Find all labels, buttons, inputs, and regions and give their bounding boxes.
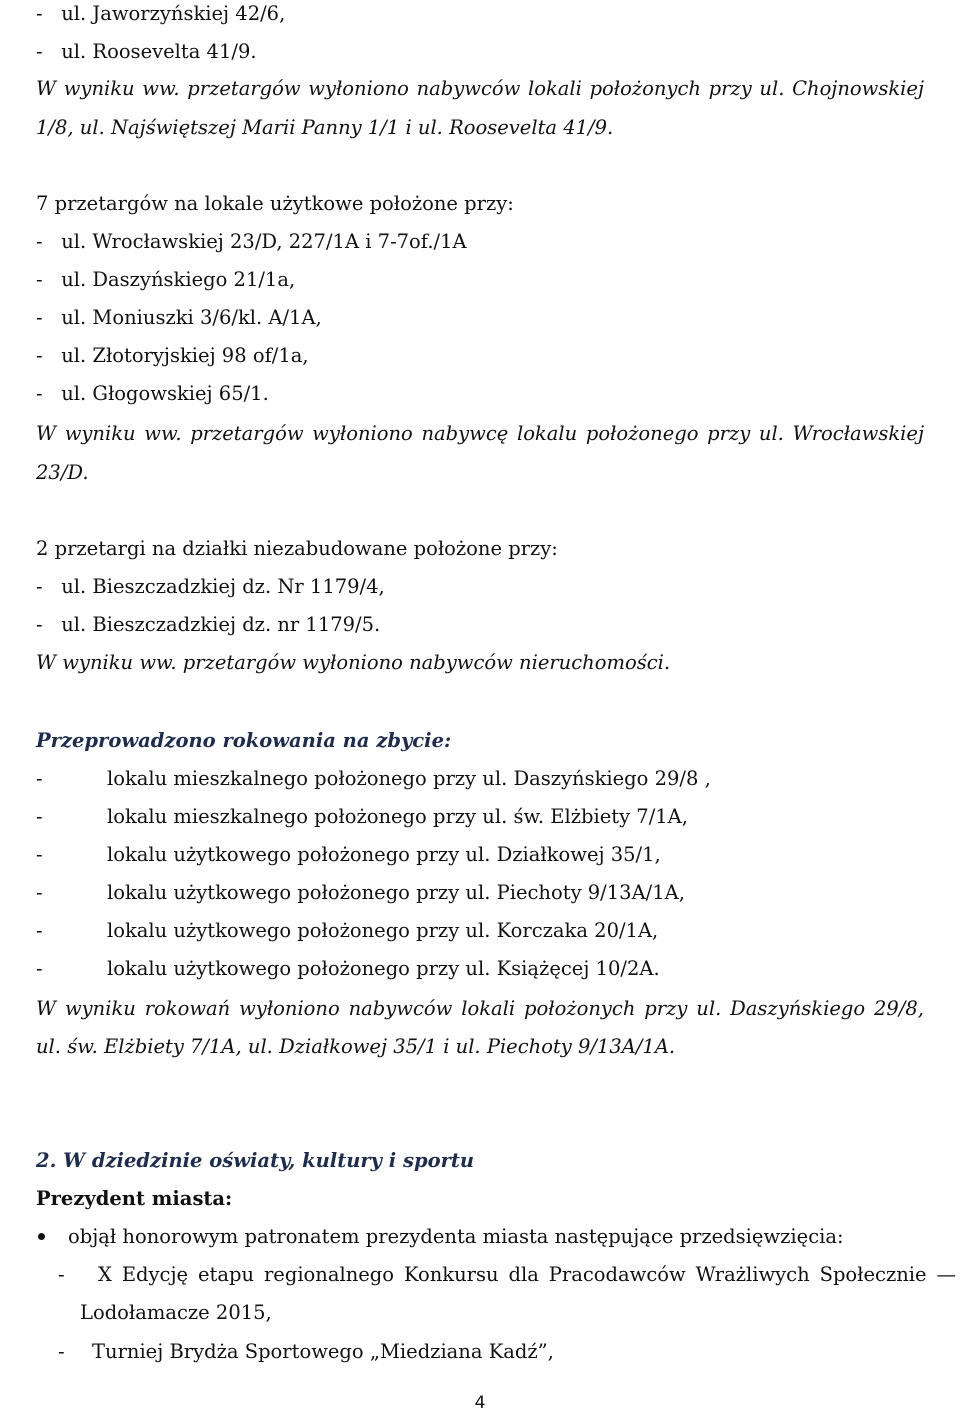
list-item: - lokalu użytkowego położonego przy ul. Piechoty 9/13A/1A,	[36, 881, 685, 904]
result-paragraph-line: W wyniku ww. przetargów wyłoniono nabywców nieruchomości.	[36, 651, 671, 674]
list-item: - ul. Złotoryjskiej 98 of/1a,	[36, 344, 309, 367]
bullet-item: objął honorowym patronatem prezydenta miasta następujące przedsięwzięcia:	[68, 1225, 844, 1248]
list-item: - ul. Moniuszki 3/6/kl. A/1A,	[36, 306, 322, 329]
result-paragraph-line: ul. św. Elżbiety 7/1A, ul. Działkowej 35/1 i ul. Piechoty 9/13A/1A.	[36, 1035, 676, 1058]
list-item: - ul. Roosevelta 41/9.	[36, 40, 257, 63]
list-item: - lokalu użytkowego położonego przy ul. Korczaka 20/1A,	[36, 919, 659, 942]
list-item: - ul. Jaworzyńskiej 42/6,	[36, 2, 286, 25]
section-subheading: Prezydent miasta:	[36, 1187, 233, 1210]
result-paragraph-line: W wyniku ww. przetargów wyłoniono nabywcę lokalu położonego przy ul. Wrocławskiej	[36, 422, 924, 445]
list-item: - lokalu mieszkalnego położonego przy ul. Daszyńskiego 29/8 ,	[36, 767, 711, 790]
list-item: - ul. Bieszczadzkiej dz. Nr 1179/4,	[36, 575, 385, 598]
page-number: 4	[474, 1393, 486, 1413]
list-item: - lokalu użytkowego położonego przy ul. Książęcej 10/2A.	[36, 957, 660, 980]
section-heading: Przeprowadzono rokowania na zbycie:	[36, 729, 452, 752]
result-paragraph-line: 1/8, ul. Najświętszej Marii Panny 1/1 i ul. Roosevelta 41/9.	[36, 116, 614, 139]
list-item: - lokalu mieszkalnego położonego przy ul. św. Elżbiety 7/1A,	[36, 805, 688, 828]
list-item: - ul. Wrocławskiej 23/D, 227/1A i 7-7of./1A	[36, 230, 467, 253]
result-paragraph-line: 23/D.	[36, 461, 89, 484]
section-heading: 2 przetargi na działki niezabudowane położone przy:	[36, 537, 558, 560]
list-item: - ul. Daszyńskiego 21/1a,	[36, 268, 296, 291]
section-heading: 7 przetargów na lokale użytkowe położone przy:	[36, 192, 514, 215]
list-item: - lokalu użytkowego położonego przy ul. Działkowej 35/1,	[36, 843, 661, 866]
list-item: - Turniej Brydża Sportowego „Miedziana Kadź”,	[58, 1340, 554, 1363]
result-paragraph-line: W wyniku ww. przetargów wyłoniono nabywców lokali położonych przy ul. Chojnowskiej	[36, 77, 924, 100]
list-item: - ul. Głogowskiej 65/1.	[36, 382, 269, 405]
result-paragraph-line: W wyniku rokowań wyłoniono nabywców lokali położonych przy ul. Daszyńskiego 29/8,	[36, 997, 924, 1020]
list-item: - ul. Bieszczadzkiej dz. nr 1179/5.	[36, 613, 381, 636]
bullet-icon	[38, 1233, 45, 1240]
list-item-continuation: Lodołamacze 2015,	[80, 1301, 272, 1324]
section-heading: 2. W dziedzinie oświaty, kultury i sportu	[36, 1149, 475, 1172]
list-item: - X Edycję etapu regionalnego Konkursu dla Pracodawców Wrażliwych Społecznie —	[58, 1263, 956, 1286]
